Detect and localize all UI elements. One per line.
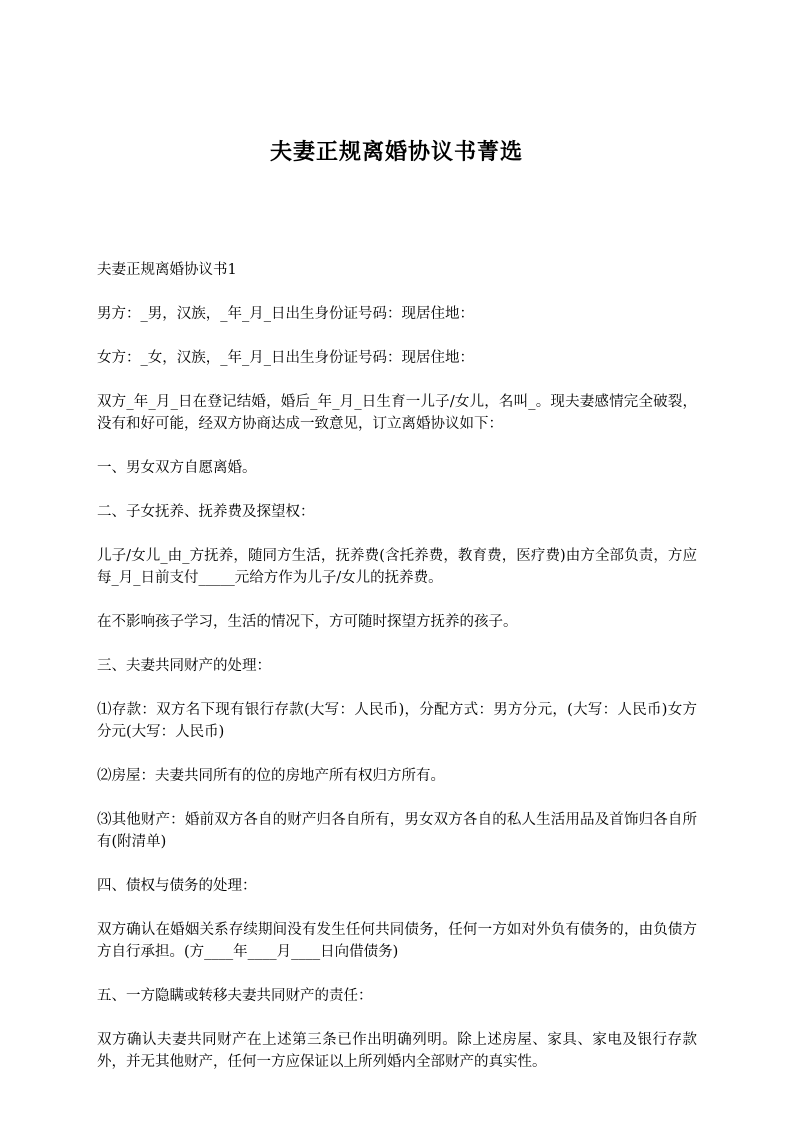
- house-item: ⑵房屋：夫妻共同所有的位的房地产所有权归方所有。: [97, 768, 445, 784]
- document-title: 夫妻正规离婚协议书菁选: [269, 140, 523, 165]
- child-custody-paragraph: 儿子/女儿_由_方抚养，随同方生活，抚养费(含托养费，教育费，医疗费)由方全部负责，方应每_月_日前支付_____元给方作为儿子/女儿的抚养费。: [97, 548, 697, 586]
- marriage-statement: 双方_年_月_日在登记结婚，婚后_年_月_日生育一儿子/女儿，名叫_。现夫妻感情完全破裂，没有和好可能，经双方协商达成一致意见，订立离婚协议如下：: [97, 394, 697, 432]
- clause-four-heading: 四、债权与债务的处理：: [97, 878, 257, 894]
- other-property-item: ⑶其他财产：婚前双方各自的财产归各自所有，男女双方各自的私人生活用品及首饰归各自所有(附清单): [97, 812, 697, 850]
- party-male-line: 男方：_男，汉族，_年_月_日出生身份证号码：现居住地：: [97, 306, 474, 322]
- party-female-line: 女方：_女，汉族，_年_月_日出生身份证号码：现居住地：: [97, 350, 474, 366]
- section-heading: 夫妻正规离婚协议书1: [97, 262, 237, 278]
- property-confirmation-paragraph: 双方确认夫妻共同财产在上述第三条已作出明确列明。除上述房屋、家具、家电及银行存款外，并无其他财产，任何一方应保证以上所列婚内全部财产的真实性。: [97, 1032, 697, 1070]
- clause-one: 一、男女双方自愿离婚。: [97, 460, 257, 476]
- document-body: [97, 259, 697, 1095]
- deposit-item: ⑴存款：双方名下现有银行存款(大写：人民币)，分配方式：男方分元，(大写：人民币)女方分元(大写：人民币): [97, 702, 697, 740]
- clause-five-heading: 五、一方隐瞒或转移夫妻共同财产的责任：: [97, 988, 373, 1004]
- visitation-paragraph: 在不影响孩子学习，生活的情况下，方可随时探望方抚养的孩子。: [97, 614, 518, 630]
- debt-paragraph: 双方确认在婚姻关系存续期间没有发生任何共同债务，任何一方如对外负有债务的，由负债方方自行承担。(方____年____月____日向借债务): [97, 922, 697, 960]
- clause-two-heading: 二、子女抚养、抚养费及探望权：: [97, 504, 315, 520]
- clause-three-heading: 三、夫妻共同财产的处理：: [97, 658, 271, 674]
